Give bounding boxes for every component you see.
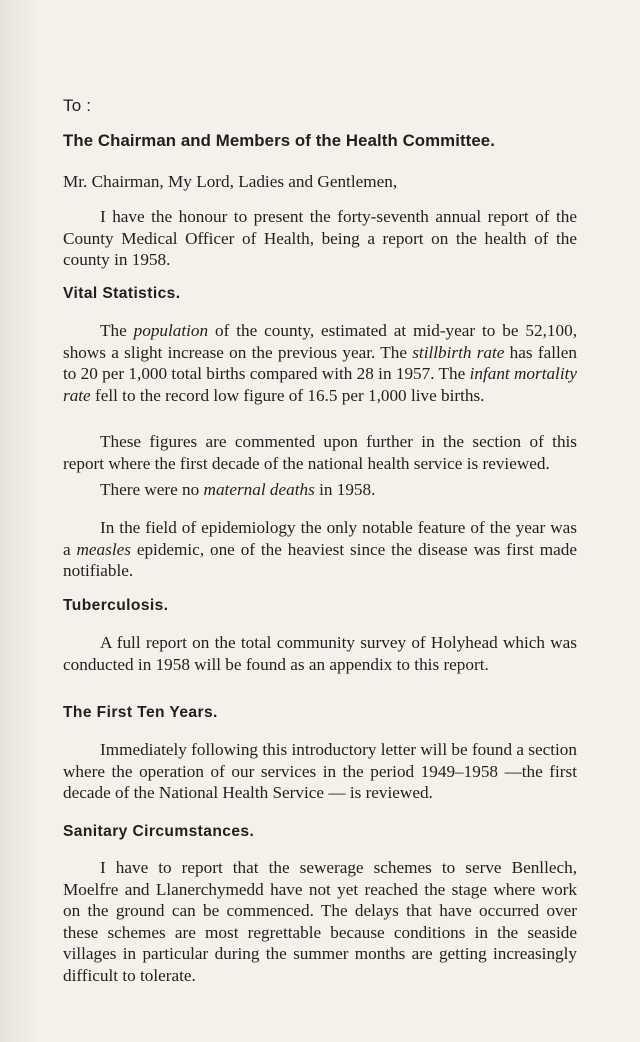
intro-paragraph: I have the honour to present the forty-seventh annual report of the County Medical Officer of Health, being a report on the health of the county in 1958. — [63, 207, 577, 269]
salutation: Mr. Chairman, My Lord, Ladies and Gentlemen, — [63, 172, 398, 191]
text-run: in 1958. — [314, 480, 376, 499]
text-run: There were no — [100, 480, 204, 499]
text-run: In the field of epidemiology the only notable feature of the year was a — [63, 518, 577, 559]
section-heading-tuberculosis: Tuberculosis. — [63, 597, 169, 614]
emphasis-infant-mortality-rate: infant mortality rate — [63, 364, 578, 405]
text-run: fell to the record low figure of 16.5 per 1,000 live births. — [90, 385, 485, 405]
recipient-line: The Chairman and Members of the Health Committee. — [63, 131, 495, 150]
text-run: of the county, estimated at mid-year to be 52,100, shows a slight increase on the previous year. The — [63, 321, 577, 362]
text-run: The — [100, 321, 134, 340]
vital-paragraph-maternal — [63, 479, 577, 501]
first-ten-years-paragraph: Immediately following this introductory letter will be found a section where the operation of our services in the period 1949–1958 —the first decade of the National Health Service — is reviewed. — [63, 740, 577, 802]
section-heading-first-ten-years: The First Ten Years. — [63, 704, 218, 721]
section-heading-vital-statistics: Vital Statistics. — [63, 285, 181, 302]
emphasis-maternal-deaths: maternal deaths — [203, 480, 315, 499]
text-run: has fallen to 20 per 1,000 total births compared with 28 in 1957. The — [63, 342, 577, 383]
emphasis-stillbirth-rate: stillbirth rate — [412, 342, 505, 362]
section-heading-sanitary-circumstances: Sanitary Circumstances. — [63, 823, 255, 840]
vital-paragraph-commentary: These figures are commented upon further in the section of this report where the first decade of the national health service is reviewed. — [63, 432, 577, 473]
sanitary-paragraph: I have to report that the sewerage schemes to serve Benllech, Moelfre and Llanerchymedd have not yet reached the stage where work on the ground can be commenced. The delays that have occurred over these schemes are most regrettable because conditions in the seaside villages in particular during the summer months are getting increasingly difficult to tolerate. — [63, 858, 577, 985]
to-label: To : — [63, 96, 92, 115]
emphasis-measles: measles — [76, 539, 131, 559]
tuberculosis-paragraph: A full report on the total community survey of Holyhead which was conducted in 1958 will be found as an appendix to this report. — [63, 633, 577, 674]
vital-paragraph-population — [63, 320, 577, 406]
emphasis-population: population — [133, 321, 209, 340]
vital-paragraph-epidemiology — [63, 517, 577, 582]
text-run: epidemic, one of the heaviest since the disease was first made notifiable. — [63, 539, 577, 580]
